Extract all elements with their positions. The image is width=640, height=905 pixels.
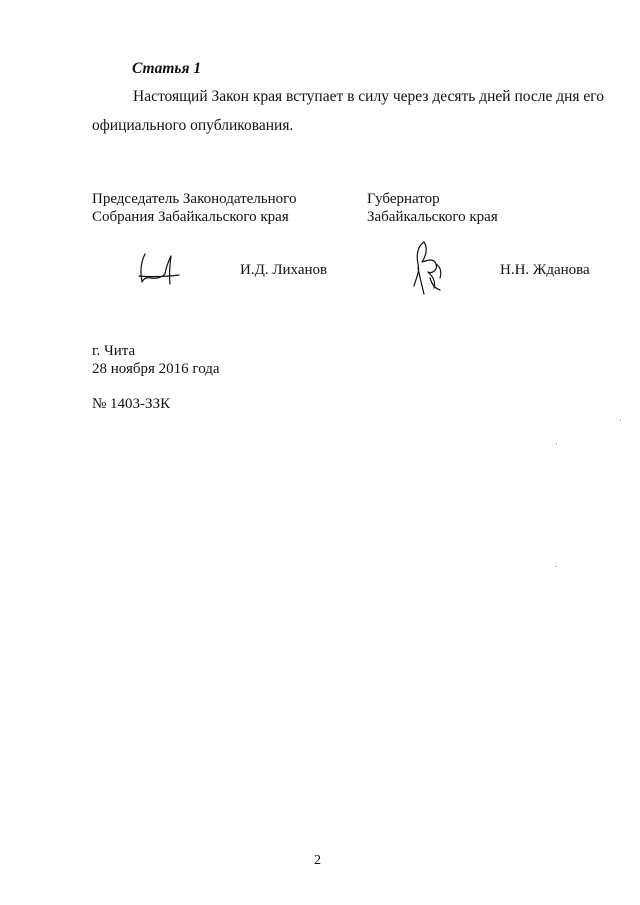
scan-speck [620,420,621,421]
governor-title-line-1: Губернатор [367,191,440,207]
chairman-title-line-1: Председатель Законодательного [92,191,297,207]
chairman-title [92,190,296,226]
governor-title [367,190,498,226]
scan-speck [556,566,557,567]
article-heading: Статья 1 [132,60,202,77]
governor-signature [410,238,448,298]
chairman-signature [135,250,183,288]
chairman-title-line-2: Собрания Забайкальского края [92,209,289,225]
chairman-name: И.Д. Лиханов [240,262,328,278]
governor-title-line-2: Забайкальского края [367,209,498,225]
law-number: № 1403-ЗЗК [92,396,171,412]
scan-speck [556,443,557,444]
date: 28 ноября 2016 года [92,361,220,377]
governor-name: Н.Н. Жданова [500,262,590,278]
article-text-line-2: официального опубликования. [92,117,294,134]
city: г. Чита [92,343,136,359]
place-and-date [92,342,220,378]
page-number: 2 [314,853,321,868]
article-text-line-1: Настоящий Закон края вступает в силу через десять дней после дня его [133,88,605,105]
